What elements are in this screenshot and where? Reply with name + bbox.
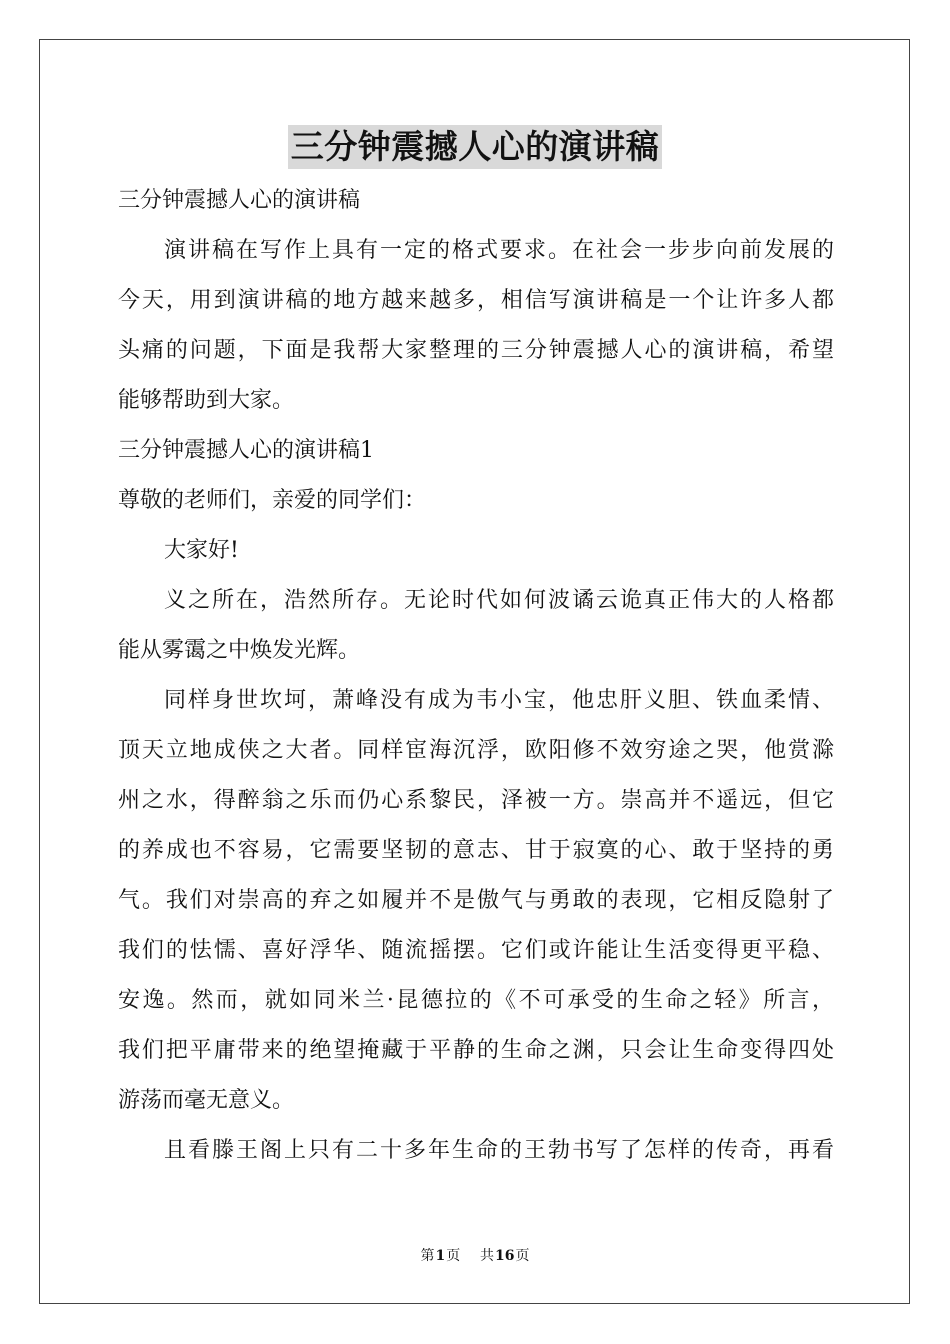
page-prefix: 第 xyxy=(420,1248,435,1264)
paragraph-line: 能够帮助到大家。 xyxy=(118,388,295,413)
subtitle-line: 三分钟震撼人心的演讲稿 xyxy=(118,188,361,213)
paragraph-line: 游荡而毫无意义。 xyxy=(118,1088,295,1113)
page-number: 1 xyxy=(435,1248,446,1264)
title-area xyxy=(0,125,950,169)
salutation-line: 尊敬的老师们，亲爱的同学们： xyxy=(118,488,427,513)
greeting-line: 大家好! xyxy=(164,538,239,563)
paragraph-line: 我们的怯懦、喜好浮华、随流摇摆。它们或许能让生活变得更平稳、 xyxy=(118,938,834,963)
paragraph-line: 义之所在，浩然所存。无论时代如何波谲云诡真正伟大的人格都 xyxy=(164,588,834,613)
total-prefix: 共 xyxy=(480,1248,495,1264)
document-body xyxy=(118,176,834,1176)
paragraph-line: 的养成也不容易，它需要坚韧的意志、甘于寂寞的心、敢于坚持的勇 xyxy=(118,838,834,863)
paragraph-line: 顶天立地成侠之大者。同样宦海沉浮，欧阳修不效穷途之哭，他赏滁 xyxy=(118,738,834,763)
paragraph-line: 我们把平庸带来的绝望掩藏于平静的生命之渊，只会让生命变得四处 xyxy=(118,1038,834,1063)
page-suffix: 页 xyxy=(446,1248,461,1264)
paragraph-line: 州之水，得醉翁之乐而仍心系黎民，泽被一方。崇高并不遥远，但它 xyxy=(118,788,834,813)
paragraph-line: 气。我们对崇高的弃之如履并不是傲气与勇敢的表现，它相反隐射了 xyxy=(118,888,834,913)
page-footer xyxy=(0,1246,950,1266)
total-suffix: 页 xyxy=(515,1248,530,1264)
paragraph-line: 同样身世坎坷，萧峰没有成为韦小宝，他忠肝义胆、铁血柔情、 xyxy=(164,688,834,713)
total-pages: 16 xyxy=(495,1248,515,1264)
paragraph-line: 头痛的问题，下面是我帮大家整理的三分钟震撼人心的演讲稿，希望 xyxy=(118,338,834,363)
paragraph-line: 今天，用到演讲稿的地方越来越多，相信写演讲稿是一个让许多人都 xyxy=(118,288,834,313)
paragraph-line: 演讲稿在写作上具有一定的格式要求。在社会一步步向前发展的 xyxy=(164,238,834,263)
document-title: 三分钟震撼人心的演讲稿 xyxy=(288,125,663,169)
paragraph-line: 能从雾霭之中焕发光辉。 xyxy=(118,638,361,663)
paragraph-line: 安逸。然而，就如同米兰·昆德拉的《不可承受的生命之轻》所言， xyxy=(118,988,834,1013)
paragraph-line: 且看滕王阁上只有二十多年生命的王勃书写了怎样的传奇，再看 xyxy=(164,1138,834,1163)
section-heading: 三分钟震撼人心的演讲稿1 xyxy=(118,438,374,463)
